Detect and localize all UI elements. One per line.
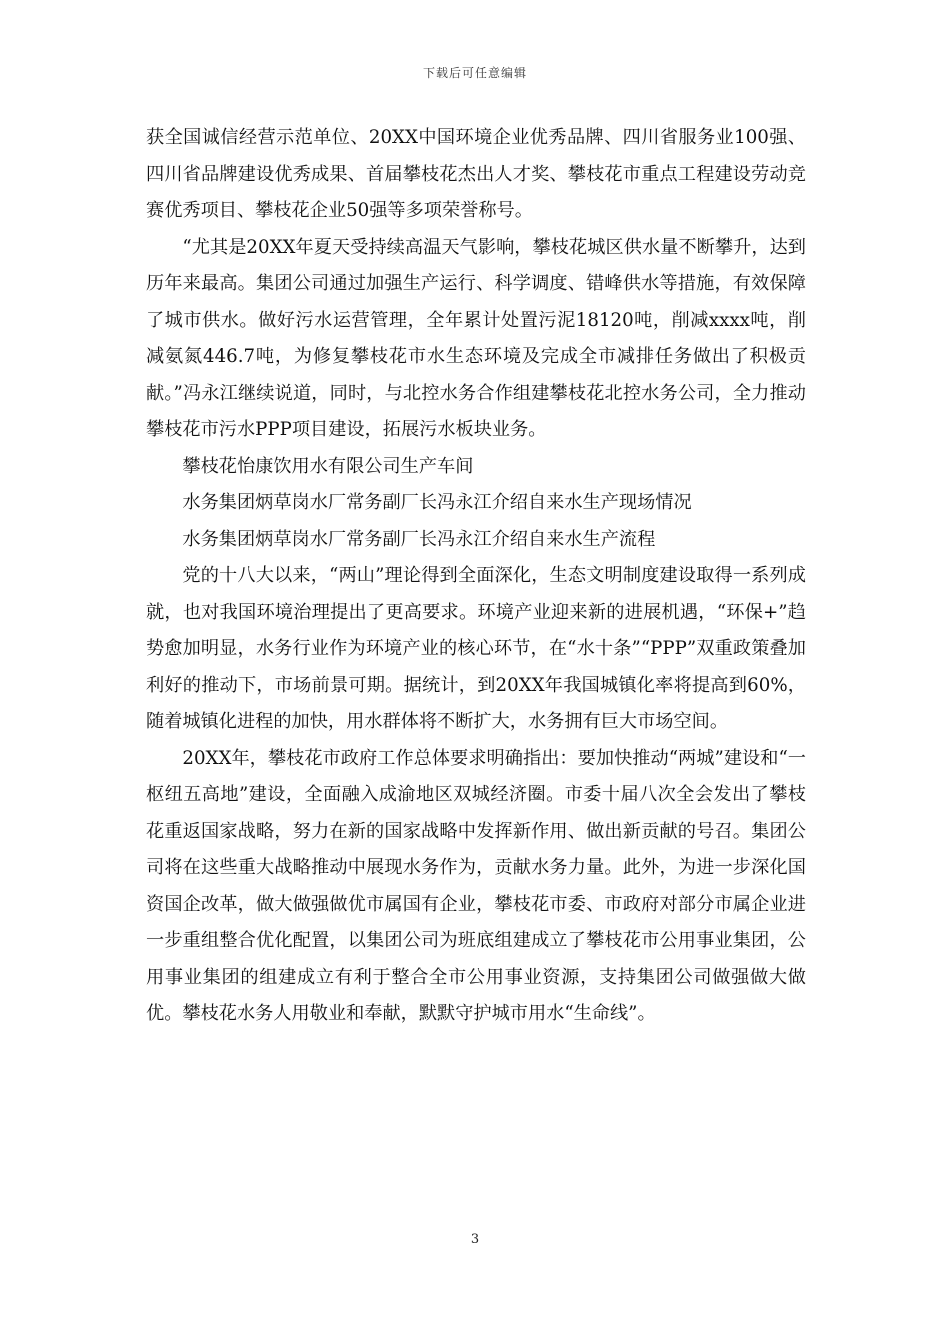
paragraph-1: 获全国诚信经营示范单位、20XX中国环境企业优秀品牌、四川省服务业100强、四川省品牌建设优秀成果、首届攀枝花杰出人才奖、攀枝花市重点工程建设劳动竞赛优秀项目、攀枝花企业50强等多项荣誉称号。 bbox=[146, 127, 806, 221]
paragraph-7: 20XX年，攀枝花市政府工作总体要求明确指出：要加快推动“两城”建设和“一枢纽五高地”建设，全面融入成渝地区双城经济圈。市委十届八次全会发出了攀枝花重返国家战略，努力在新的国家战略中发挥新作用、做出新贡献的号召。集团公司将在这些重大战略推动中展现水务作为，贡献水务力量。此外，为进一步深化国资国企改革，做大做强做优市属国有企业，攀枝花市委、市政府对部分市属企业进一步重组整合优化配置，以集团公司为班底组建成立了攀枝花市公用事业集团，公用事业集团的组建成立有利于整合全市公用事业资源，支持集团公司做强做大做优。攀枝花水务人用敬业和奉献，默默守护城市用水“生命线”。 bbox=[146, 747, 806, 1024]
page-header: 下载后可任意编辑 bbox=[422, 66, 527, 80]
paragraph-2: “尤其是20XX年夏天受持续高温天气影响，攀枝花城区供水量不断攀升，达到历年来最高。集团公司通过加强生产运行、科学调度、错峰供水等措施，有效保障了城市供水。做好污水运营管理，全年累计处置污泥18120吨，削减xxxx吨，削减氨氮446.7吨，为修复攀枝花市水生态环境及完成全市减排任务做出了积极贡献。”冯永江继续说道，同时，与北控水务合作组建攀枝花北控水务公司，全力推动攀枝花市污水PPP项目建设，拓展污水板块业务。 bbox=[146, 236, 806, 440]
paragraph-5: 水务集团炳草岗水厂常务副厂长冯永江介绍自来水生产流程 bbox=[182, 528, 656, 550]
page-number: 3 bbox=[470, 1232, 480, 1247]
paragraph-4: 水务集团炳草岗水厂常务副厂长冯永江介绍自来水生产现场情况 bbox=[182, 492, 692, 513]
paragraph-6: 党的十八大以来，“两山”理论得到全面深化，生态文明制度建设取得一系列成就，也对我国环境治理提出了更高要求。环境产业迎来新的进展机遇，“环保+”趋势愈加明显，水务行业作为环境产业的核心环节，在“水十条”“PPP”双重政策叠加利好的推动下，市场前景可期。据统计，到20XX年我国城镇化率将提高到60%，随着城镇化进程的加快，用水群体将不断扩大，水务拥有巨大市场空间。 bbox=[146, 565, 806, 732]
paragraph-3: 攀枝花怡康饮用水有限公司生产车间 bbox=[182, 455, 474, 477]
document-body bbox=[146, 120, 806, 1033]
